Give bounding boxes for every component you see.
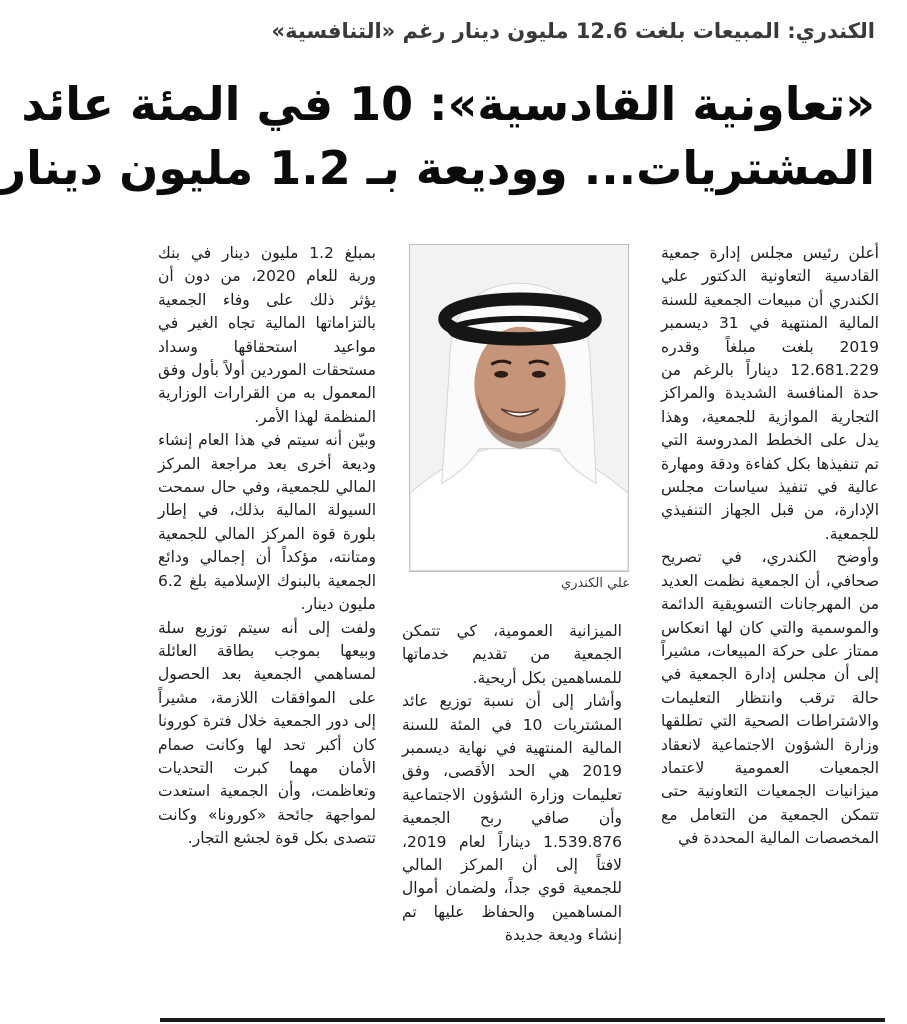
article-paragraph: وبيّن أنه سيتم في هذا العام إنشاء وديعة أخرى بعد مراجعة المركز المالي للجمعية، وفي حال سمحت السيولة المالية بذلك، في إطار بلورة قوة المركز المالي للجمعية ومتانته، مؤكداً أن إجمالي ودائع الجمعية بالبنوك الإسلامية بلغ 6.2 مليون دينار. [158,431,376,614]
article-kicker: الكندري: المبيعات بلغت 12.6 مليون دينار رغم «التنافسية» [271,19,875,43]
article-column-middle [402,620,622,1014]
article-paragraph: الميزانية العمومية، كي تتمكن الجمعية من تقديم خدماتها للمساهمين بكل أريحية. [402,622,622,687]
article-paragraph: وأوضح الكندري، في تصريح صحافي، أن الجمعية نظمت العديد من المهرجانات التسويقية الدائمة والموسمية والتي كان لها انعكاس ممتاز على حركة المبيعات، مشيراً إلى أن مجلس إدارة الجمعية في حالة ترقب وانتظار التعليمات والاشتراطات الصحية التي تطلقها وزارة الشؤون الاجتماعية لانعقاد الجمعيات العمومية لاعتماد ميزانيات الجمعيات التعاونية حتى تتمكن الجمعية من التعامل مع المخصصات المالية المحددة في [661,548,879,848]
photo-caption: علي الكندري [561,576,630,591]
article-paragraph: بمبلغ 1.2 مليون دينار في بنك وربة للعام 2020، من دون أن يؤثر ذلك على وفاء الجمعية بالتزاماتها المالية تجاه الغير في مواعيد استحقاقها وسداد مستحقات الموردين أولاً بأول وفق المعمول به من القرارات الوزارية المنظمة لهذا الأمر. [158,244,376,426]
article-column-left [158,242,376,1014]
article-headline [0,72,875,200]
page-divider [160,1018,885,1022]
headline-line-1: «تعاونية القادسية»: 10 في المئة عائد [21,77,875,131]
article-paragraph: أعلن رئيس مجلس إدارة جمعية القادسية التعاونية الدكتور علي الكندري أن مبيعات الجمعية للسنة المالية المنتهية في 31 ديسمبر 2019 بلغت مبلغاً وقدره 12.681.229 ديناراً بالرغم من حدة المنافسة الشديدة والمراكز التجارية الموازية للجمعية، وهذا يدل على الخطط المدروسة التي تم تنفيذها بكل كفاءة ودقة ومهارة عالية في تنفيذ سياسات مجلس الإدارة، من قبل الجهاز التنفيذي للجمعية. [661,244,879,543]
portrait-illustration [410,245,628,571]
article-paragraph: وأشار إلى أن نسبة توزيع عائد المشتريات 10 في المئة للسنة المالية المنتهية في نهاية ديسمبر 2019 هي الحد الأقصى، وفق تعليمات وزارة الشؤون الاجتماعية وأن صافي ربح الجمعية 1.539.876 ديناراً لعام 2019، لافتاً إلى أن المركز المالي للجمعية قوي جداً، ولضمان أموال المساهمين والحفاظ عليها تم إنشاء وديعة جديدة [402,692,622,945]
article-paragraph: ولفت إلى أنه سيتم توزيع سلة وبيعها بموجب بطاقة العائلة لمساهمي الجمعية بعد الحصول على الموافقات اللازمة، مشيراً إلى دور الجمعية خلال فترة كورونا كان أكبر تحد لها وكانت صمام الأمان مهما كبرت التحديات وتعاظمت، وأن الجمعية استعدت لمواجهة جائحة «كورونا» وكانت تتصدى بكل قوة لجشع التجار. [158,618,376,848]
article-column-right [661,242,879,1014]
headline-line-2: المشتريات... ووديعة بـ 1.2 مليون دينار [0,141,875,195]
portrait-photo [409,244,629,572]
